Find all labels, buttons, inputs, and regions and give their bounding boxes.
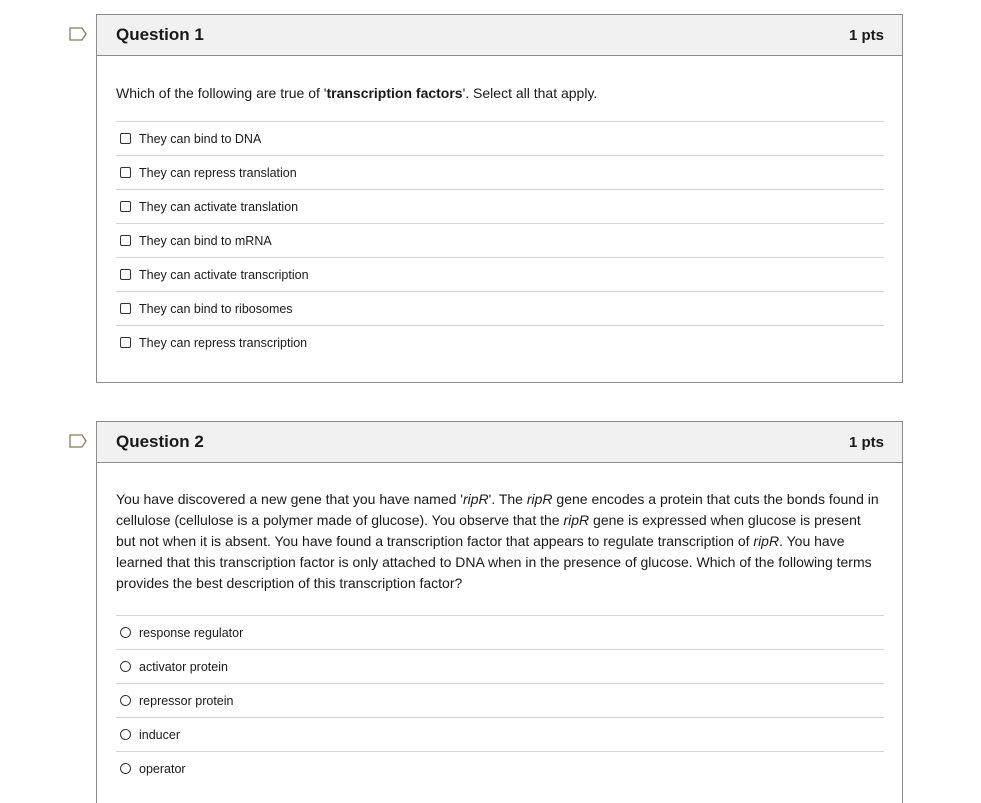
question-body	[97, 56, 902, 359]
question-body	[97, 463, 902, 785]
checkbox[interactable]	[120, 167, 131, 178]
checkbox[interactable]	[120, 303, 131, 314]
gene-name: ripR	[526, 491, 553, 507]
answer-option[interactable]	[116, 189, 884, 223]
checkbox[interactable]	[120, 269, 131, 280]
answer-option[interactable]	[116, 257, 884, 291]
answer-label: They can bind to mRNA	[139, 233, 272, 248]
question-2	[96, 421, 903, 803]
question-points: 1 pts	[848, 433, 884, 451]
answer-option[interactable]	[116, 155, 884, 189]
question-points: 1 pts	[848, 26, 884, 44]
question-header	[97, 422, 902, 463]
gene-name: ripR	[753, 533, 780, 549]
answer-label: They can activate translation	[139, 199, 299, 214]
radio-button[interactable]	[120, 661, 131, 672]
question-text	[116, 56, 884, 121]
answer-label: operator	[139, 761, 186, 776]
question-text-part: gene encodes a protein that cuts the bonds found in cellulose (cellulose is a polymer made of glucose). You observe that the	[116, 491, 879, 528]
answer-label: They can activate transcription	[139, 267, 309, 282]
answer-option[interactable]	[116, 615, 884, 649]
gene-name: ripR	[563, 512, 590, 528]
radio-button[interactable]	[120, 763, 131, 774]
answer-option[interactable]	[116, 683, 884, 717]
answer-option[interactable]	[116, 649, 884, 683]
checkbox[interactable]	[120, 133, 131, 144]
gene-name: ripR	[462, 491, 489, 507]
answer-list	[116, 121, 884, 359]
radio-button[interactable]	[120, 729, 131, 740]
answer-list	[116, 615, 884, 785]
question-text-part: '. The	[488, 491, 527, 507]
question-text-part: gene is expressed when glucose is present but not when it is absent. You have found a transcription factor that appears to regulate transcription of	[116, 512, 861, 549]
question-text	[116, 463, 884, 615]
question-title: Question 2	[116, 432, 204, 451]
question-text-part: Which of the following are true of '	[116, 85, 327, 101]
question-1	[96, 14, 903, 383]
radio-button[interactable]	[120, 695, 131, 706]
flag-outline-icon[interactable]	[69, 27, 87, 41]
answer-label: response regulator	[139, 625, 244, 640]
answer-label: They can repress transcription	[139, 335, 308, 350]
answer-label: repressor protein	[139, 693, 234, 708]
answer-option[interactable]	[116, 291, 884, 325]
question-card	[96, 14, 903, 383]
question-text-part: . You have learned that this transcription factor is only attached to DNA when in the presence of glucose. Which of the following terms provides the best description of this transcription factor?	[116, 533, 872, 591]
question-text-part: You have discovered a new gene that you have named '	[116, 491, 463, 507]
answer-option[interactable]	[116, 223, 884, 257]
radio-button[interactable]	[120, 627, 131, 638]
question-text-part: '. Select all that apply.	[462, 85, 598, 101]
flag-outline-icon[interactable]	[69, 434, 87, 448]
answer-option[interactable]	[116, 325, 884, 359]
answer-label: They can repress translation	[139, 165, 297, 180]
answer-label: activator protein	[139, 659, 228, 674]
answer-label: They can bind to ribosomes	[139, 301, 293, 316]
answer-label: inducer	[139, 727, 180, 742]
question-title: Question 1	[116, 25, 204, 44]
question-header	[97, 15, 902, 56]
checkbox[interactable]	[120, 337, 131, 348]
answer-option[interactable]	[116, 121, 884, 155]
question-text-bold: transcription factors	[326, 85, 463, 101]
question-card	[96, 421, 903, 803]
checkbox[interactable]	[120, 235, 131, 246]
answer-label: They can bind to DNA	[139, 131, 262, 146]
checkbox[interactable]	[120, 201, 131, 212]
answer-option[interactable]	[116, 717, 884, 751]
answer-option[interactable]	[116, 751, 884, 785]
